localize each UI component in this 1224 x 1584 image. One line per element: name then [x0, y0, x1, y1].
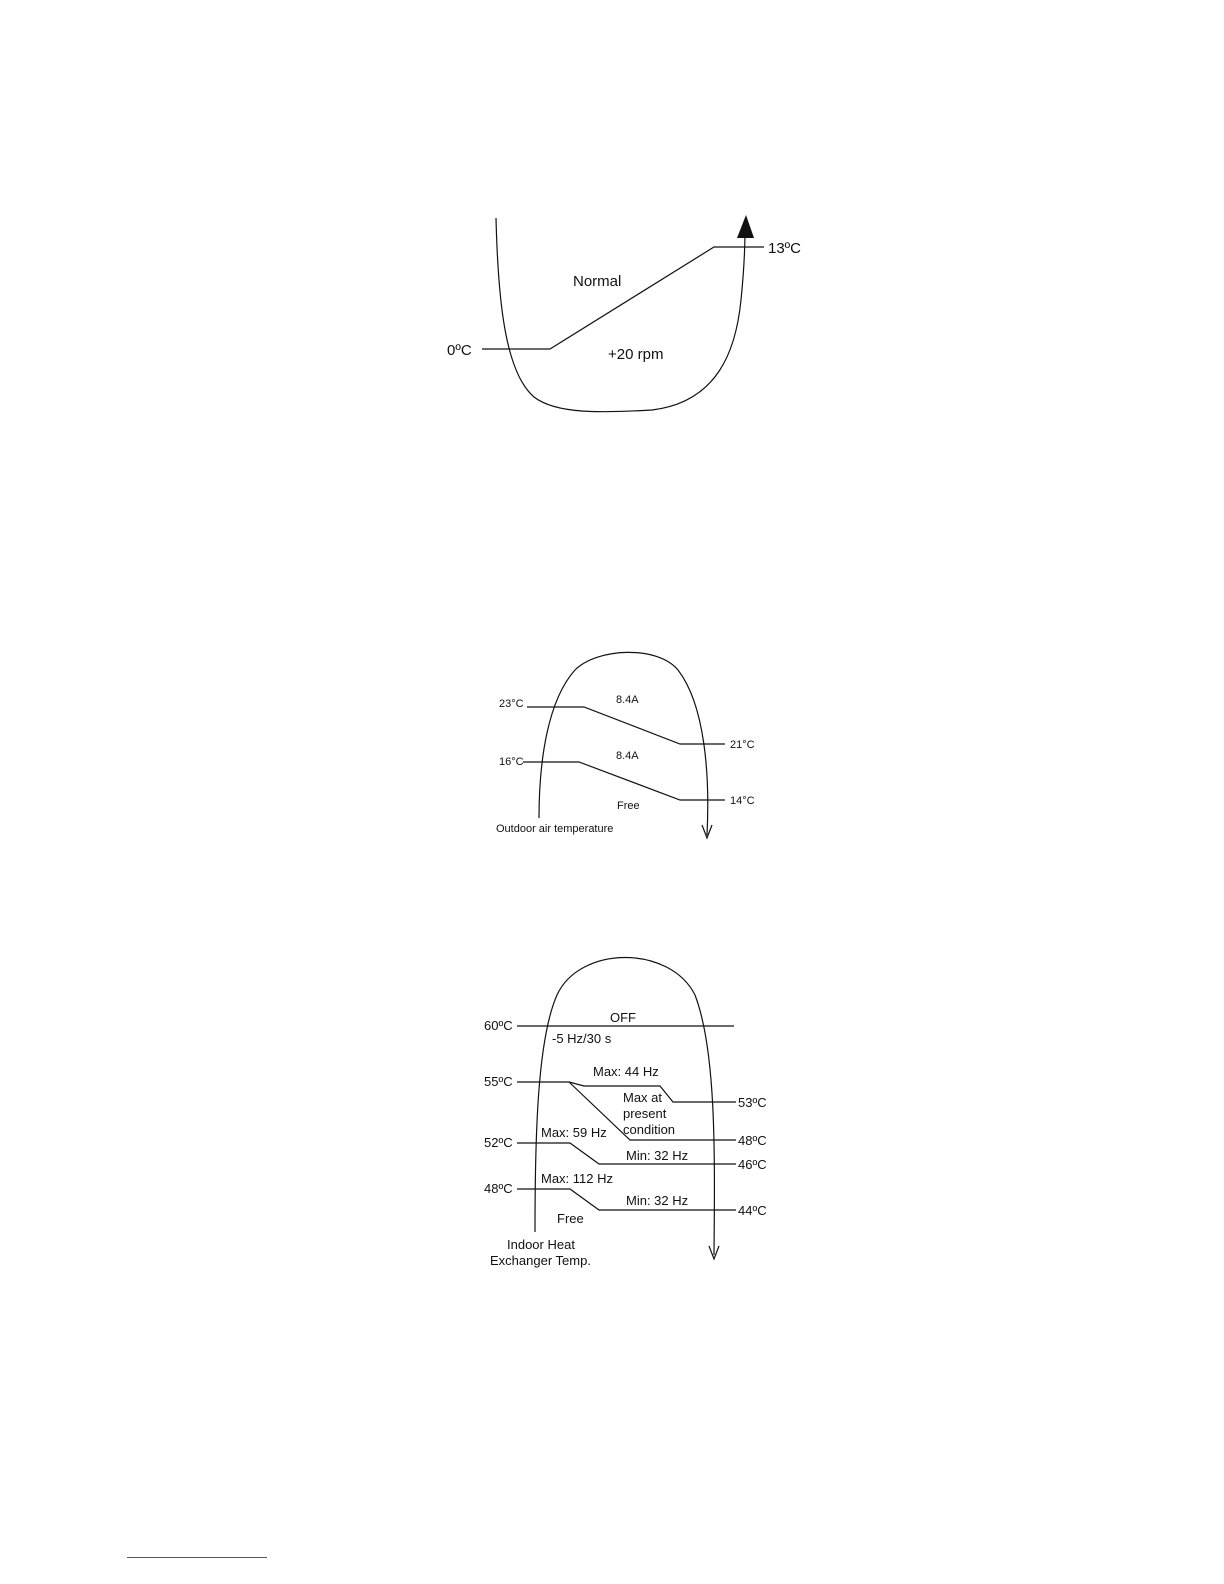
diagram1-curve: [496, 218, 745, 412]
diagram3-axis-label-1: Indoor Heat: [507, 1237, 575, 1252]
diagram3-region-max44: Max: 44 Hz: [593, 1064, 659, 1079]
diagram2-region-free: Free: [617, 800, 640, 812]
diagram3-region-present-2: present: [623, 1106, 667, 1121]
diagram3-label-48c-left: 48ºC: [484, 1181, 513, 1196]
frequency-control-diagram: [484, 958, 767, 1269]
diagram3-region-free: Free: [557, 1211, 584, 1226]
diagram3-region-present-3: condition: [623, 1122, 676, 1137]
diagram2-lower-threshold-line: [523, 762, 725, 800]
diagram3-label-60c: 60ºC: [484, 1018, 513, 1033]
diagram1-threshold-line: [482, 247, 764, 349]
diagram3-label-44c: 44ºC: [738, 1203, 767, 1218]
diagram3-region-off: OFF: [610, 1010, 636, 1025]
diagram3-label-46c: 46ºC: [738, 1157, 767, 1172]
footnote-rule: [127, 1557, 267, 1558]
diagram3-label-53c: 53ºC: [738, 1095, 767, 1110]
diagram2-label-16c: 16°C: [499, 756, 524, 768]
diagram3-region-min32a: Min: 32 Hz: [626, 1148, 689, 1163]
diagram2-region-top: 8.4A: [616, 694, 639, 706]
diagram3-label-52c: 52ºC: [484, 1135, 513, 1150]
diagram3-region-min32b: Min: 32 Hz: [626, 1193, 689, 1208]
fan-speed-diagram: [447, 215, 801, 412]
diagram3-region-max59: Max: 59 Hz: [541, 1125, 607, 1140]
diagram1-region-rpm: +20 rpm: [608, 346, 664, 363]
diagram2-axis-label: Outdoor air temperature: [496, 823, 614, 835]
diagram2-label-21c: 21°C: [730, 739, 755, 751]
diagram3-region-max112: Max: 112 Hz: [541, 1171, 614, 1186]
diagram1-label-13c: 13ºC: [768, 240, 801, 257]
diagram2-region-middle: 8.4A: [616, 750, 639, 762]
diagram3-axis-label-2: Exchanger Temp.: [490, 1253, 591, 1268]
diagram2-upper-threshold-line: [527, 707, 725, 744]
diagram1-region-normal: Normal: [573, 273, 622, 290]
diagram3-region-present-1: Max at: [623, 1090, 663, 1105]
diagram3-label-55c: 55ºC: [484, 1074, 513, 1089]
diagram2-label-23c: 23°C: [499, 698, 524, 710]
diagram1-label-0c: 0ºC: [447, 342, 472, 359]
diagram2-label-14c: 14°C: [730, 795, 755, 807]
diagram3-label-48c-right: 48ºC: [738, 1133, 767, 1148]
diagram1-arrowhead-icon: [737, 215, 754, 238]
diagram3-region-step: -5 Hz/30 s: [552, 1031, 612, 1046]
current-limit-diagram: [496, 652, 755, 838]
